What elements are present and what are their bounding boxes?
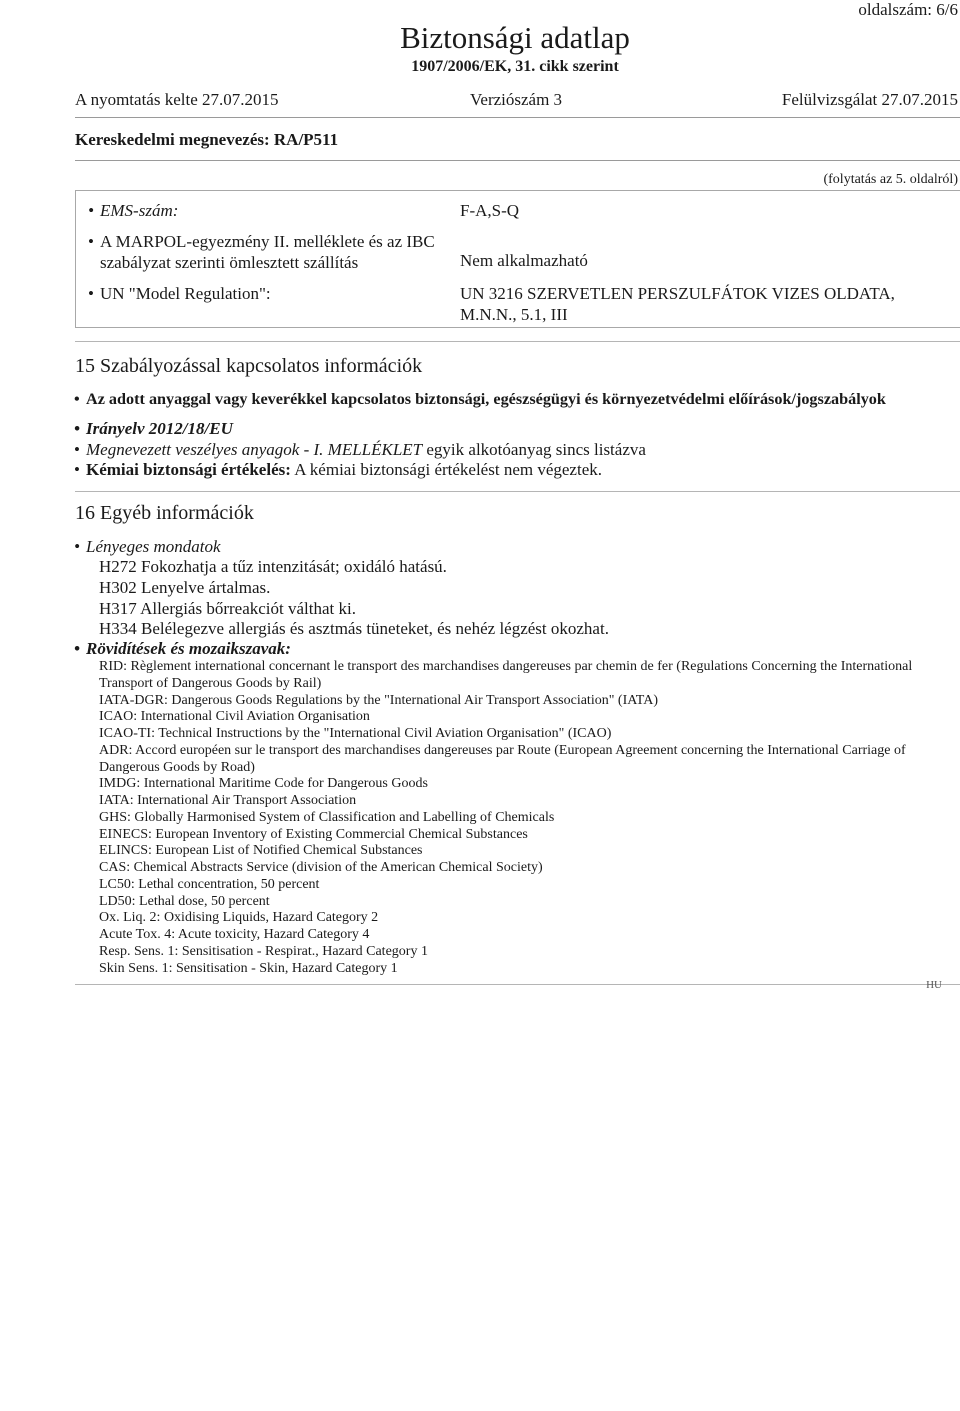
abbreviation-line: IATA: International Air Transport Association xyxy=(99,793,357,808)
abbreviation-line: Acute Tox. 4: Acute toxicity, Hazard Category 4 xyxy=(99,927,370,942)
chemical-safety: • Kémiai biztonsági értékelés: A kémiai biztonsági értékelést nem végeztek. xyxy=(86,460,602,480)
abbreviation-line: Dangerous Goods by Road) xyxy=(99,759,255,775)
abbreviation-line: LC50: Lethal concentration, 50 percent xyxy=(99,876,320,892)
abbreviation-line: GHS: Globally Harmonised System of Classification and Labelling of Chemicals xyxy=(99,809,555,825)
trade-divider xyxy=(75,160,960,161)
abbreviation-line: ICAO-TI: Technical Instructions by the "International Civil Aviation Organisation" (ICAO) xyxy=(99,726,612,741)
abbreviations-label: • Rövidítések és mozaikszavak: xyxy=(86,639,291,659)
section15-intro: • Az adott anyaggal vagy keverékkel kapcsolatos biztonsági, egészségügyi és környezetvédelmi előírások/jogszabályok xyxy=(86,389,886,409)
abbreviation-line: Resp. Sens. 1: Sensitisation - Respirat., Hazard Category 1 xyxy=(99,943,428,959)
un-value: UN 3216 SZERVETLEN PERSZULFÁTOK VIZES OLDATA, xyxy=(460,284,895,303)
abbreviation-line: RID: Règlement international concernant le transport des marchandises dangereuses par chemin de fer (Regulations Concerning the International xyxy=(99,659,913,674)
abbreviation-line: Skin Sens. 1: Sensitisation - Skin, Hazard Category 1 xyxy=(99,960,398,976)
un-label: • UN "Model Regulation": xyxy=(100,283,271,304)
abbreviation-line: LD50: Lethal dose, 50 percent xyxy=(99,893,270,909)
marpol-value: Nem alkalmazható xyxy=(460,251,588,270)
marpol-label: • A MARPOL-egyezmény II. melléklete és az IBC xyxy=(100,231,435,252)
phrases-label: • Lényeges mondatok xyxy=(86,537,221,557)
abbreviation-line: EINECS: European Inventory of Existing Commercial Chemical Substances xyxy=(99,826,528,842)
abbreviation-line: Ox. Liq. 2: Oxidising Liquids, Hazard Category 2 xyxy=(99,910,379,926)
phrase-item: H302 Lenyelve ártalmas. xyxy=(99,578,271,597)
abbreviation-line: ELINCS: European List of Notified Chemical Substances xyxy=(99,843,423,859)
abbreviation-line: CAS: Chemical Abstracts Service (division of the American Chemical Society) xyxy=(99,860,543,875)
abbreviation-line: Transport of Dangerous Goods by Rail) xyxy=(99,675,322,691)
document-title: Biztonsági adatlap xyxy=(400,20,630,55)
trade-name: Kereskedelmi megnevezés: RA/P511 xyxy=(75,130,339,149)
directive: • Irányelv 2012/18/EU xyxy=(86,419,233,439)
language-code: HU xyxy=(926,979,942,991)
phrase-item: H272 Fokozhatja a tűz intenzitását; oxidáló hatású. xyxy=(99,557,447,576)
section16-divider xyxy=(75,491,960,492)
marpol-label-cont: szabályzat szerinti ömlesztett szállítás xyxy=(100,253,359,272)
version-number: Verziószám 3 xyxy=(470,90,563,109)
phrase-item: H334 Belélegezve allergiás és asztmás tüneteket, és nehéz légzést okozhat. xyxy=(99,619,609,638)
continued-note: (folytatás az 5. oldalról) xyxy=(823,172,958,187)
ems-label: • EMS-szám: xyxy=(100,200,178,221)
un-value-cont: M.N.N., 5.1, III xyxy=(460,305,568,324)
page-number: oldalszám: 6/6 xyxy=(858,0,958,19)
abbreviation-line: IATA-DGR: Dangerous Goods Regulations by the "International Air Transport Association" (IATA) xyxy=(99,692,659,708)
ems-value: F-A,S-Q xyxy=(460,201,520,220)
named-substances: • Megnevezett veszélyes anyagok - I. MELLÉKLET egyik alkotóanyag sincs listázva xyxy=(86,440,646,460)
abbreviation-line: ICAO: International Civil Aviation Organisation xyxy=(99,709,370,725)
header-divider xyxy=(75,117,960,118)
footer-divider xyxy=(75,984,960,985)
print-date: A nyomtatás kelte 27.07.2015 xyxy=(75,90,279,109)
phrase-item: H317 Allergiás bőrreakciót válthat ki. xyxy=(99,599,356,618)
section16-heading: 16 Egyéb információk xyxy=(75,502,254,524)
abbreviation-line: ADR: Accord européen sur le transport des marchandises dangereuses par Route (European Agreement concerning the International Carriage of xyxy=(99,742,906,758)
document-subtitle: 1907/2006/EK, 31. cikk szerint xyxy=(411,58,619,75)
abbreviation-line: IMDG: International Maritime Code for Dangerous Goods xyxy=(99,776,428,792)
section15-heading: 15 Szabályozással kapcsolatos információk xyxy=(75,355,423,377)
revision-date: Felülvizsgálat 27.07.2015 xyxy=(781,90,958,109)
section15-divider xyxy=(75,341,960,342)
